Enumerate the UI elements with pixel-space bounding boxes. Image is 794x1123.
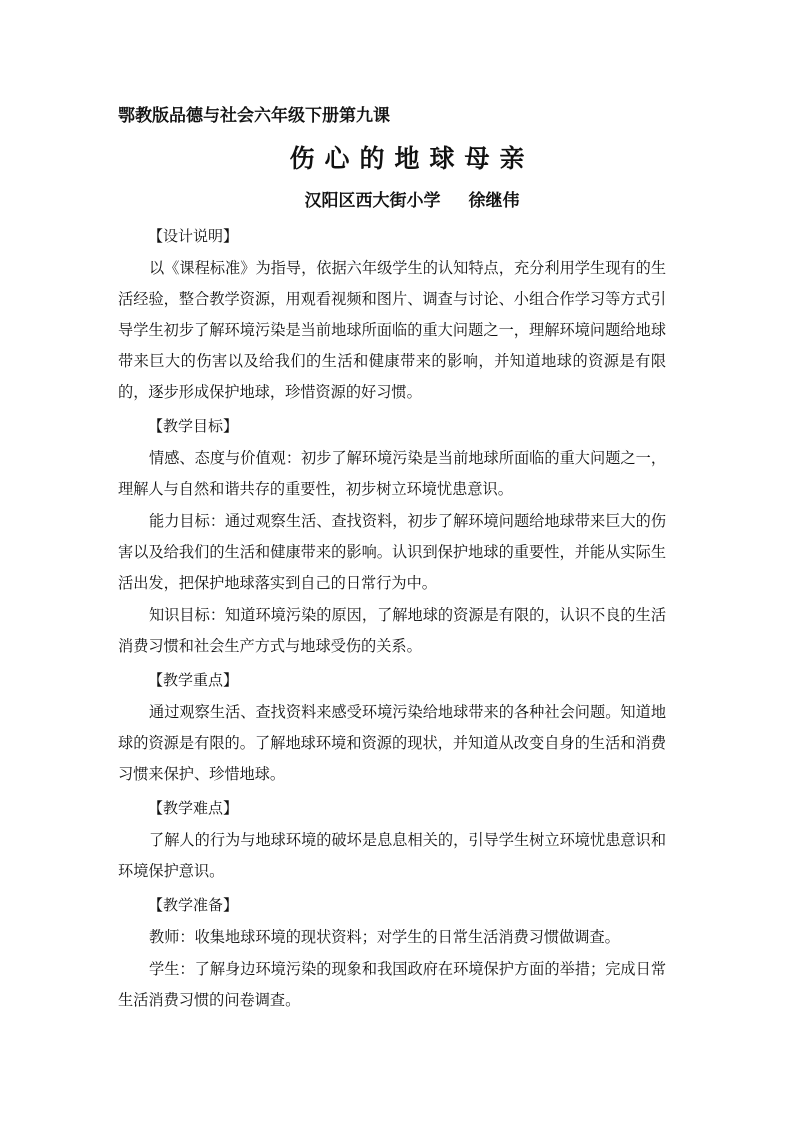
objective-emotion-paragraph: 情感、态度与价值观：初步了解环境污染是当前地球所面临的重大问题之一，理解人与自然和谐共存的重要性，初步树立环境忧患意识。 (118, 449, 666, 498)
teacher-name: 徐继伟 (468, 191, 520, 211)
section-heading-objectives: 【教学目标】 (148, 417, 239, 435)
author-line (118, 188, 666, 214)
school-name: 汉阳区西大街小学 (304, 191, 441, 211)
teacher-prep-paragraph: 教师：收集地球环境的现状资料；对学生的日常生活消费习惯做调查。 (149, 928, 620, 946)
document-body (118, 104, 666, 1016)
section-heading-difficulties: 【教学难点】 (148, 799, 239, 817)
section-heading-key-points: 【教学重点】 (148, 671, 239, 689)
objective-ability-paragraph: 能力目标：通过观察生活、查找资料，初步了解环境问题给地球带来巨大的伤害以及给我们的生活和健康带来的影响。认识到保护地球的重要性，并能从实际生活出发，把保护地球落实到自己的日常行为中。 (118, 512, 666, 592)
series-line: 鄂教版品德与社会六年级下册第九课 (118, 106, 390, 126)
design-paragraph: 以《课程标准》为指导，依据六年级学生的认知特点，充分利用学生现有的生活经验，整合教学资源，用观看视频和图片、调查与讨论、小组合作学习等方式引导学生初步了解环境污染是当前地球所面临的重大问题之一，理解环境问题给地球带来巨大的伤害以及给我们的生活和健康带来的影响，并知道地球的资源是有限的，逐步形成保护地球，珍惜资源的好习惯。 (118, 259, 666, 401)
objective-knowledge-paragraph: 知识目标：知道环境污染的原因，了解地球的资源是有限的，认识不良的生活消费习惯和社会生产方式与地球受伤的关系。 (118, 606, 666, 655)
page-title: 伤心的地球母亲 (289, 144, 535, 173)
student-prep-paragraph: 学生：了解身边环境污染的现象和我国政府在环境保护方面的举措；完成日常生活消费习惯的问卷调查。 (118, 960, 666, 1009)
section-heading-design: 【设计说明】 (148, 227, 239, 245)
key-points-paragraph: 通过观察生活、查找资料来感受环境污染给地球带来的各种社会问题。知道地球的资源是有限的。了解地球环境和资源的现状，并知道从改变自身的生活和消费习惯来保护、珍惜地球。 (118, 703, 666, 783)
difficulties-paragraph: 了解人的行为与地球环境的破坏是息息相关的，引导学生树立环境忧患意识和环境保护意识。 (118, 831, 666, 880)
section-heading-preparation: 【教学准备】 (148, 896, 239, 914)
